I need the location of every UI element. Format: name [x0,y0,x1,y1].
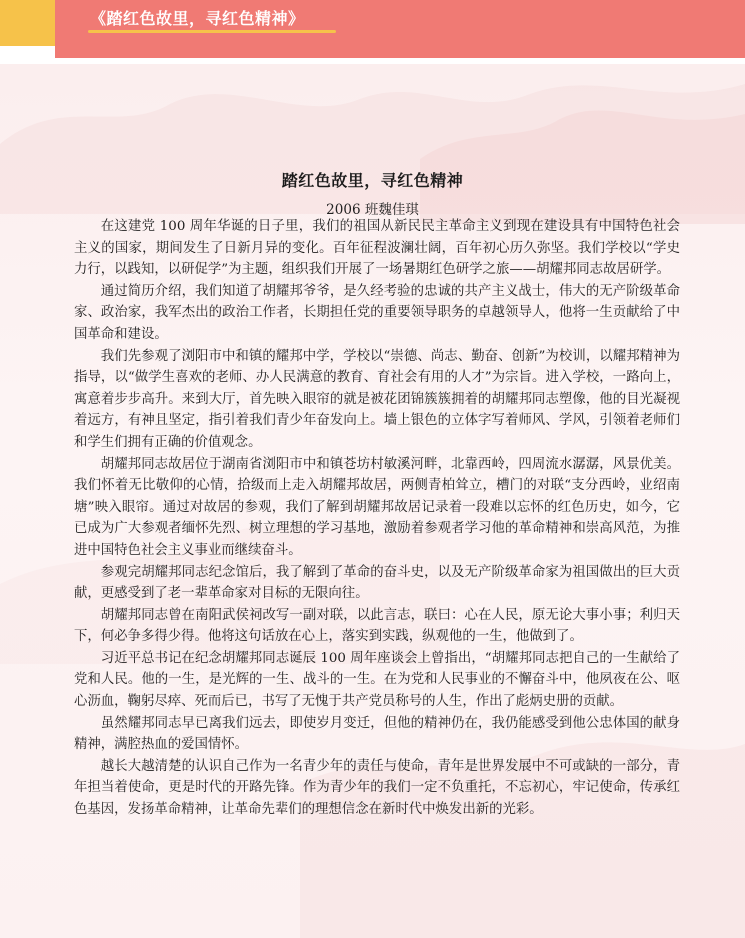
paragraph: 习近平总书记在纪念胡耀邦同志诞辰 100 周年座谈会上曾指出，“胡耀邦同志把自己的一生献给了党和人民。他的一生，是光辉的一生、战斗的一生。在为党和人民事业的不懈奋斗中，他夙夜在公、呕心沥血，鞠躬尽瘁、死而后已，书写了无愧于共产党员称号的人生，作出了彪炳史册的贡献。 [74,650,680,710]
paragraph: 胡耀邦同志曾在南阳武侯祠改写一副对联，以此言志，联曰：心在人民，原无论大事小事；利归天下，何必争多得少得。他将这句话放在心上，落实到实践，纵观他的一生，他做到了。 [74,607,680,645]
header-bar [0,0,745,58]
header-title-underline [88,30,336,33]
document-title: 踏红色故里，寻红色精神 [281,171,464,190]
paragraph: 我们先参观了浏阳市中和镇的耀邦中学，学校以“崇德、尚志、勤奋、创新”为校训，以耀邦精神为指导，以“做学生喜欢的老师、办人民满意的教育、育社会有用的人才”为宗旨。进入学校，一路向上，寓意着步步高升。来到大厅，首先映入眼帘的就是被花团锦簇簇拥着的胡耀邦同志塑像，他的目光凝视着远方，有神且坚定，指引着我们青少年奋发向上。墙上银色的立体字写着师风、学风，引领着老师们和学生们拥有正确的价值观念。 [74,348,680,450]
paragraph: 越长大越清楚的认识自己作为一名青少年的责任与使命，青年是世界发展中不可或缺的一部分，青年担当着使命，更是时代的开路先锋。作为青少年的我们一定不负重托，不忘初心，牢记使命，传承红色基因，发扬革命精神，让革命先辈们的理想信念在新时代中焕发出新的光彩。 [74,758,680,818]
paragraph: 参观完胡耀邦同志纪念馆后，我了解到了革命的奋斗史，以及无产阶级革命家为祖国做出的巨大贡献，更感受到了老一辈革命家对目标的无限向往。 [74,564,680,602]
document-body [74,216,680,821]
header-title: 《踏红色故里，寻红色精神》 [90,9,305,28]
paragraph: 虽然耀邦同志早已离我们远去，即使岁月变迁，但他的精神仍在，我仍能感受到他公忠体国的献身精神，满腔热血的爱国情怀。 [74,715,680,753]
paragraph: 在这建党 100 周年华诞的日子里，我们的祖国从新民民主革命主义到现在建设具有中国特色社会主义的国家，期间发生了日新月异的变化。百年征程波澜壮阔，百年初心历久弥坚。我们学校以“学史力行，以践知，以研促学”为主题，组织我们开展了一场暑期红色研学之旅——胡耀邦同志故居研学。 [74,219,680,278]
paragraph: 胡耀邦同志故居位于湖南省浏阳市中和镇苍坊村敏溪河畔，北靠西岭，四周流水潺潺，风景优美。我们怀着无比敬仰的心情，拾级而上走入胡耀邦故居，两侧青柏耸立，槽门的对联“支分西岭，业绍南塘”映入眼帘。通过对故居的参观，我们了解到胡耀邦故居记录着一段难以忘怀的红色历史，如今，它已成为广大参观者缅怀先烈、树立理想的学习基地，激励着参观者学习他的革命精神和崇高风范，为推进中国特色社会主义事业而继续奋斗。 [74,456,680,558]
document-author: 2006 班魏佳琪 [326,202,419,218]
paragraph: 通过简历介绍，我们知道了胡耀邦爷爷，是久经考验的忠诚的共产主义战士，伟大的无产阶级革命家、政治家，我军杰出的政治工作者，长期担任党的重要领导职务的卓越领导人，他将一生贡献给了中国革命和建设。 [74,283,680,342]
document-page [0,64,745,938]
